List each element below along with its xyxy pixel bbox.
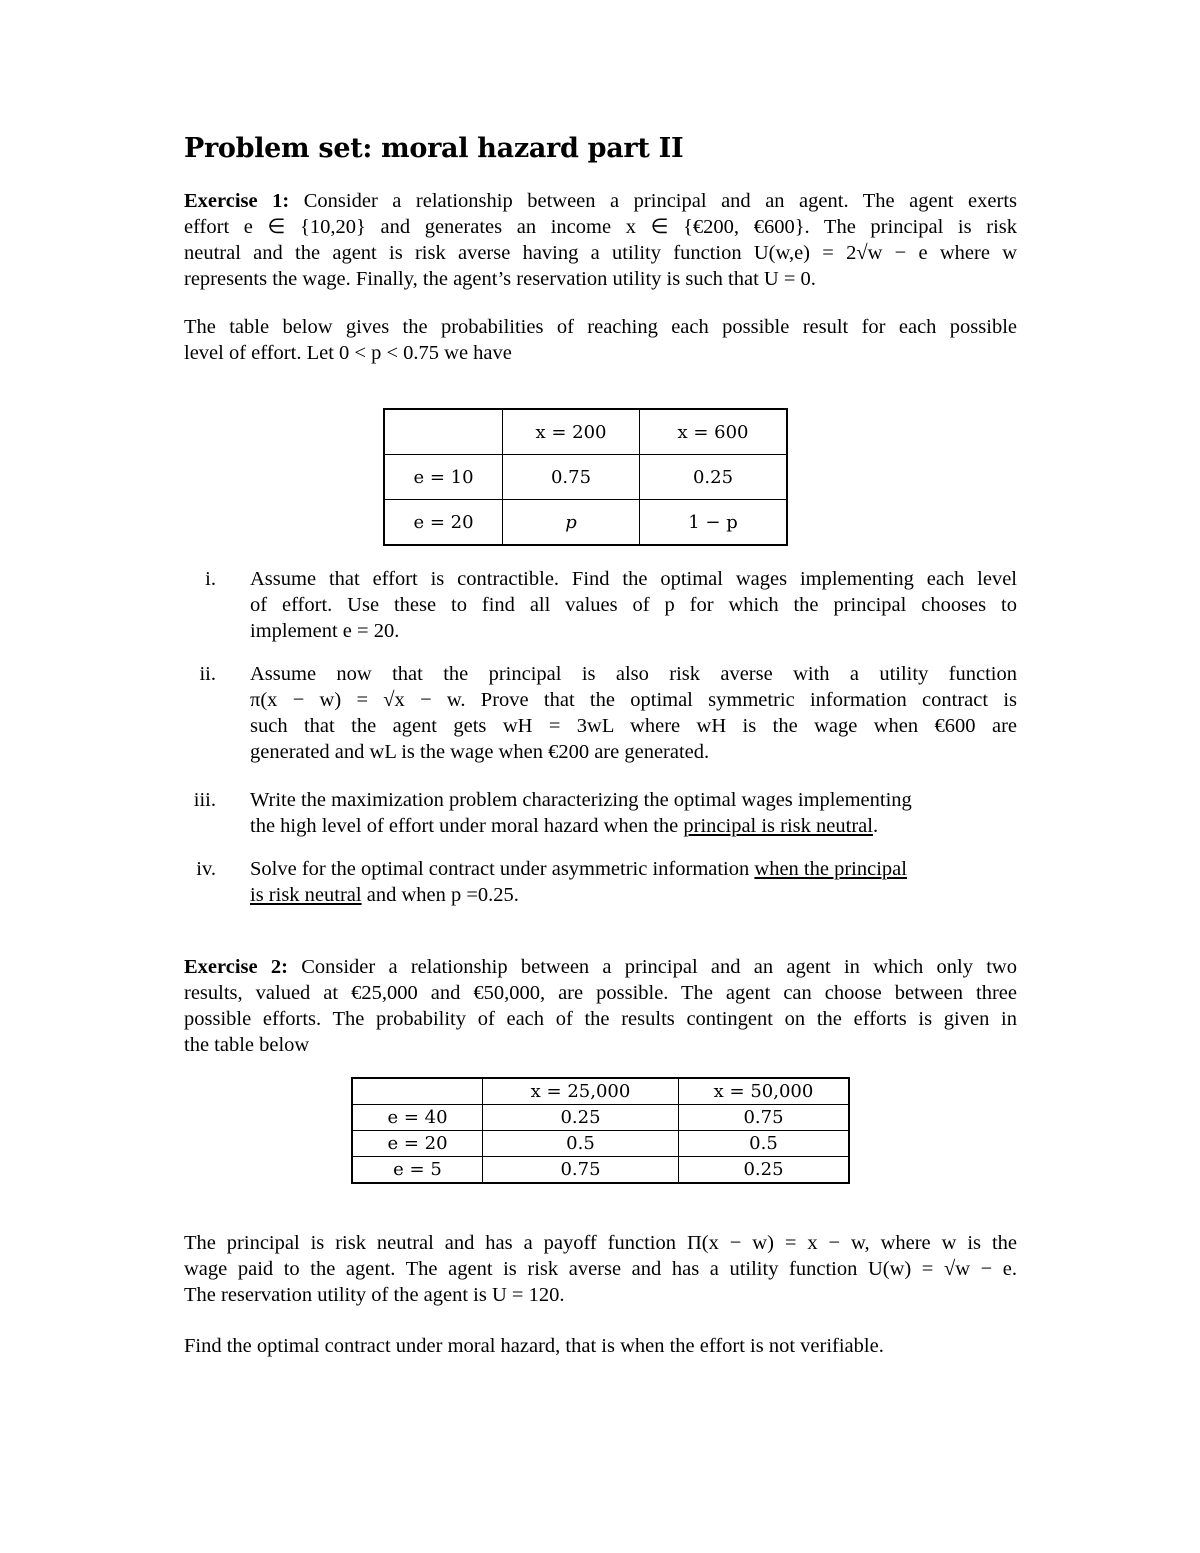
ex2-line-2: results, valued at €25,000 and €50,000, are possible. The agent can choose between three <box>184 982 1017 1004</box>
table-row <box>352 1131 849 1157</box>
underlined-phrase: is risk neutral <box>250 884 362 906</box>
ex1-line-1: Exercise 1: Consider a relationship between a principal and an agent. The agent exerts <box>184 190 1017 212</box>
question-body <box>250 787 1017 839</box>
probability-table-2 <box>351 1077 850 1184</box>
question-line: π(x − w) = √x − w. Prove that the optimal symmetric information contract is <box>250 689 1017 711</box>
table-cell: 0.25 <box>640 455 788 500</box>
table-row <box>352 1157 849 1184</box>
table-header-cell <box>352 1078 483 1105</box>
table-cell: 0.25 <box>483 1105 679 1131</box>
payoff-line-3: The reservation utility of the agent is U = 120. <box>184 1284 565 1306</box>
table-cell: e = 10 <box>384 455 503 500</box>
table-cell: 0.75 <box>679 1105 850 1131</box>
exercise-2-lead: Exercise 2: <box>184 956 288 978</box>
table-intro-line-2: level of effort. Let 0 < p < 0.75 we have <box>184 342 512 364</box>
table-cell: e = 20 <box>384 500 503 546</box>
page-title: Problem set: moral hazard part II <box>184 133 684 164</box>
table-cell: 0.75 <box>503 455 640 500</box>
payoff-text <box>184 1230 1017 1308</box>
table-header-cell <box>384 409 503 455</box>
question-line: Write the maximization problem characterizing the optimal wages implementing <box>250 789 912 811</box>
ex1-line-3: neutral and the agent is risk averse having a utility function U(w,e) = 2√w − e where w <box>184 242 1017 264</box>
payoff-line-2: wage paid to the agent. The agent is risk averse and has a utility function U(w) = √w − e. <box>184 1258 1017 1280</box>
question-number: iii. <box>193 789 216 811</box>
exercise-1-lead: Exercise 1: <box>184 190 290 212</box>
table-header-row <box>352 1078 849 1105</box>
payoff-line-1: The principal is risk neutral and has a payoff function Π(x − w) = x − w, where w is the <box>184 1232 1017 1254</box>
table-cell: 1 − p <box>640 500 788 546</box>
table-header-cell: x = 25,000 <box>483 1078 679 1105</box>
ex1-line-2: effort e ∈ {10,20} and generates an income x ∈ {€200, €600}. The principal is risk <box>184 216 1017 238</box>
question-line: Assume now that the principal is also risk averse with a utility function <box>250 663 1017 685</box>
underlined-phrase: when the principal <box>754 858 907 880</box>
question-line: such that the agent gets wH = 3wL where wH is the wage when €600 are <box>250 715 1017 737</box>
ex2-line-4: the table below <box>184 1034 310 1056</box>
table-header-cell: x = 200 <box>503 409 640 455</box>
question-number: i. <box>205 568 216 590</box>
table-cell: e = 5 <box>352 1157 483 1184</box>
exercise-2-text <box>184 954 1017 1058</box>
question-line: of effort. Use these to find all values of p for which the principal chooses to <box>250 594 1017 616</box>
question-body <box>250 856 1017 908</box>
question-line: generated and wL is the wage when €200 are generated. <box>250 741 710 763</box>
table-header-row <box>384 409 787 455</box>
question-line: Solve for the optimal contract under asymmetric information when the principal <box>250 858 907 880</box>
ex2-line-1: Exercise 2: Consider a relationship between a principal and an agent in which only two <box>184 956 1017 978</box>
table-cell: 0.5 <box>679 1131 850 1157</box>
table-cell: 0.75 <box>483 1157 679 1184</box>
question-number: ii. <box>199 663 216 685</box>
question-line: implement e = 20. <box>250 620 400 642</box>
final-question <box>184 1333 1017 1359</box>
table-header-cell: x = 600 <box>640 409 788 455</box>
table-cell: p <box>503 500 640 546</box>
underlined-phrase: principal is risk neutral <box>683 815 873 837</box>
table-cell: 0.5 <box>483 1131 679 1157</box>
ex1-line-4: represents the wage. Finally, the agent’s reservation utility is such that U = 0. <box>184 268 816 290</box>
table-intro-line-1: The table below gives the probabilities of reaching each possible result for each possible <box>184 316 1017 338</box>
probability-table-1 <box>383 408 788 546</box>
table-row <box>384 455 787 500</box>
table-row <box>384 500 787 546</box>
table-row <box>352 1105 849 1131</box>
question-line: is risk neutral and when p =0.25. <box>250 884 519 906</box>
table-intro <box>184 314 1017 366</box>
question-body <box>250 566 1017 644</box>
question-number: iv. <box>196 858 216 880</box>
table-cell: e = 20 <box>352 1131 483 1157</box>
table-cell: 0.25 <box>679 1157 850 1184</box>
final-line: Find the optimal contract under moral hazard, that is when the effort is not verifiable. <box>184 1335 884 1357</box>
exercise-1-text <box>184 188 1017 292</box>
question-body <box>250 661 1017 765</box>
table-header-cell: x = 50,000 <box>679 1078 850 1105</box>
ex2-line-3: possible efforts. The probability of each of the results contingent on the efforts is given in <box>184 1008 1017 1030</box>
question-line: Assume that effort is contractible. Find the optimal wages implementing each level <box>250 568 1017 590</box>
table-cell: e = 40 <box>352 1105 483 1131</box>
question-line: the high level of effort under moral hazard when the principal is risk neutral. <box>250 815 879 837</box>
